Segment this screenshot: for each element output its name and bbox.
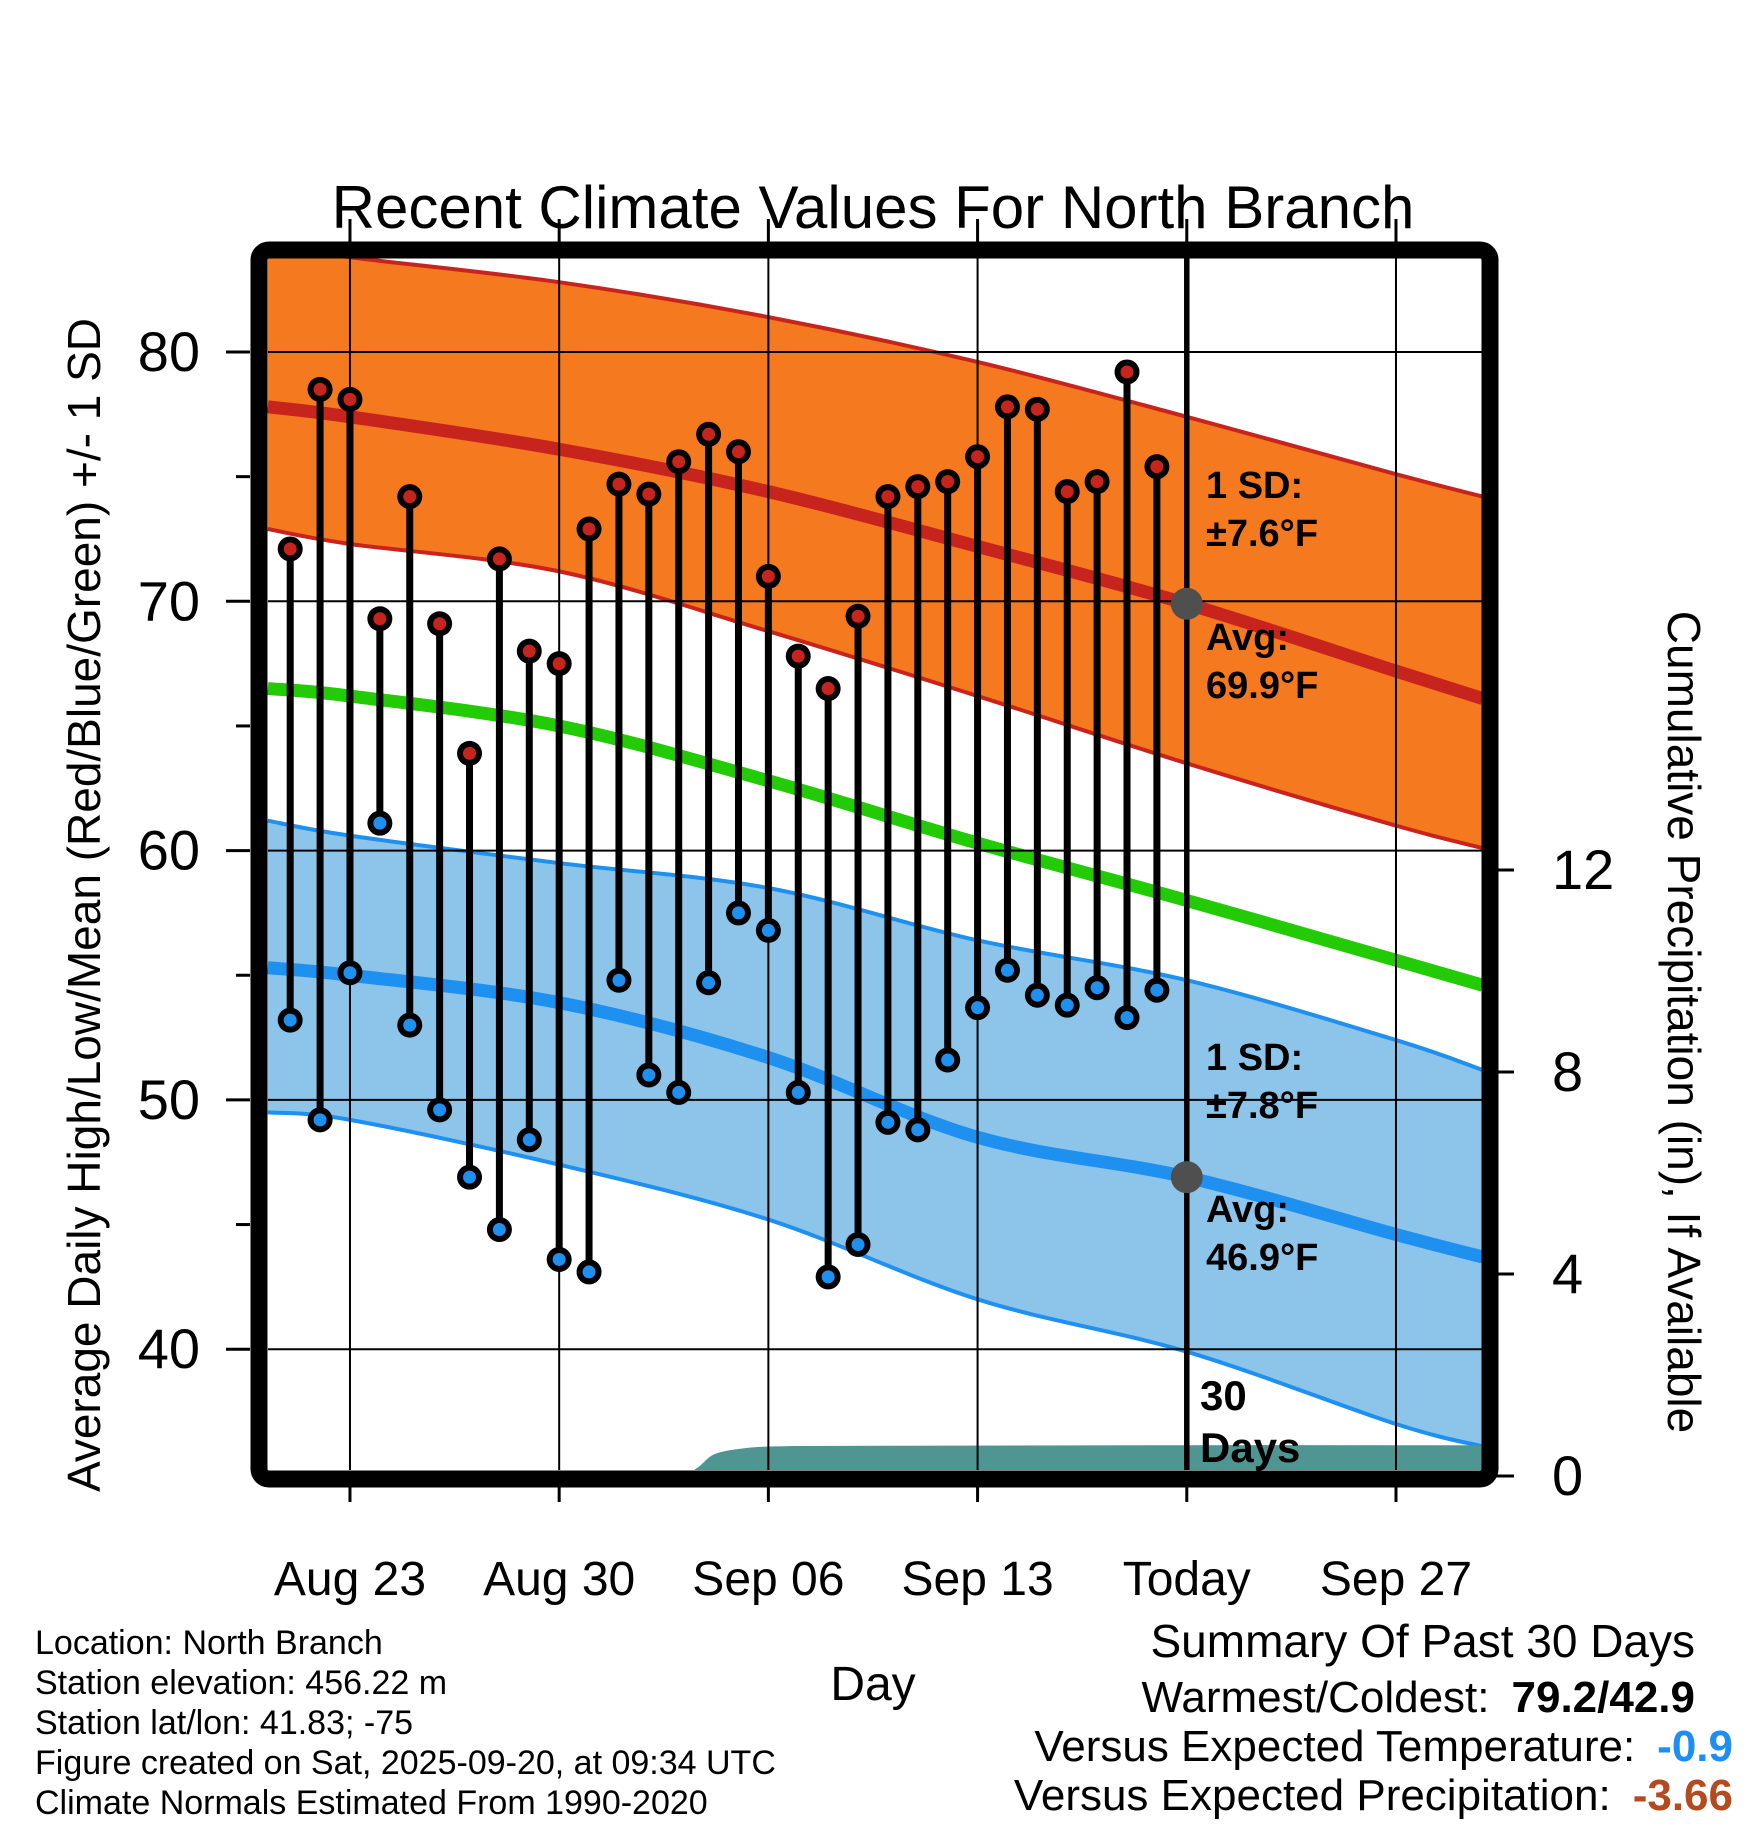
x-tick-label-sep-27: Sep 27 (1319, 1553, 1473, 1606)
summary-past-30-days (1014, 1615, 1733, 1820)
climatology-bands (268, 245, 1483, 1490)
footer-created: Figure created on Sat, 2025-09-20, at 09:34 UTC (35, 1744, 776, 1782)
annotation-low-sd-line2: ±7.8°F (1206, 1085, 1319, 1127)
y-right-tick-label-0: 0 (1552, 1444, 1584, 1507)
avg-high-marker (1171, 588, 1203, 620)
y-right-tick-label-12: 12 (1552, 838, 1615, 901)
annotation-high-sd-line1: 1 SD: (1206, 465, 1304, 507)
x-tick-label-aug-30: Aug 30 (483, 1553, 636, 1606)
y-tick-label-80: 80 (137, 320, 200, 383)
summary-title: Summary Of Past 30 Days (1150, 1615, 1695, 1667)
annotation-high-avg-line2: 69.9°F (1206, 665, 1319, 707)
footer-station-info (35, 1624, 776, 1822)
y-axis-label-left: Average Daily High/Low/Mean (Red/Blue/Green) +/- 1 SD (58, 318, 110, 1492)
annotation-high-avg-line1: Avg: (1206, 617, 1290, 659)
annotation-low-avg-line2: 46.9°F (1206, 1237, 1319, 1279)
daily-stem-aug-24 (367, 606, 392, 835)
y-tick-label-60: 60 (137, 818, 200, 882)
y-tick-label-70: 70 (137, 569, 200, 633)
x-axis-label: Day (830, 1658, 916, 1711)
footer-normals: Climate Normals Estimated From 1990-2020 (35, 1784, 708, 1822)
annotation-low-sd-line1: 1 SD: (1206, 1037, 1304, 1079)
summary-vs-temperature (1034, 1722, 1733, 1771)
annotation-30: 30 (1200, 1372, 1247, 1419)
summary-warmest-coldest-label: Warmest/Coldest: (1141, 1673, 1490, 1722)
footer-location: Location: North Branch (35, 1624, 383, 1662)
summary-warmest-coldest (1141, 1673, 1695, 1722)
annotation-high-sd-line2: ±7.6°F (1206, 513, 1319, 555)
x-tick-label-today: Today (1122, 1553, 1251, 1606)
summary-vs-precipitation-label: Versus Expected Precipitation: (1013, 1771, 1611, 1820)
y-right-tick-label-4: 4 (1552, 1242, 1584, 1305)
summary-vs-temperature-label: Versus Expected Temperature: (1034, 1722, 1636, 1771)
footer-elevation: Station elevation: 456.22 m (35, 1664, 448, 1702)
y-tick-label-40: 40 (137, 1317, 200, 1381)
summary-vs-temperature-value: -0.9 (1657, 1722, 1733, 1771)
chart-title: Recent Climate Values For North Branch (331, 174, 1415, 241)
x-tick-label-aug-23: Aug 23 (273, 1553, 427, 1606)
y-right-tick-label-8: 8 (1552, 1040, 1584, 1103)
summary-vs-precipitation-value: -3.66 (1632, 1771, 1733, 1820)
summary-vs-precipitation (1014, 1771, 1733, 1820)
annotation-low-avg-line1: Avg: (1206, 1189, 1290, 1231)
footer-latlon: Station lat/lon: 41.83; -75 (35, 1704, 414, 1742)
x-tick-label-sep-06: Sep 06 (692, 1553, 845, 1606)
y-axis-label-right: Cumulative Precipitation (in), If Available (1658, 610, 1710, 1434)
summary-warmest-coldest-value: 79.2/42.9 (1511, 1673, 1695, 1722)
y-tick-label-50: 50 (137, 1067, 200, 1131)
avg-low-marker (1171, 1161, 1203, 1193)
annotation-days: Days (1200, 1424, 1301, 1471)
x-tick-label-sep-13: Sep 13 (901, 1553, 1054, 1606)
